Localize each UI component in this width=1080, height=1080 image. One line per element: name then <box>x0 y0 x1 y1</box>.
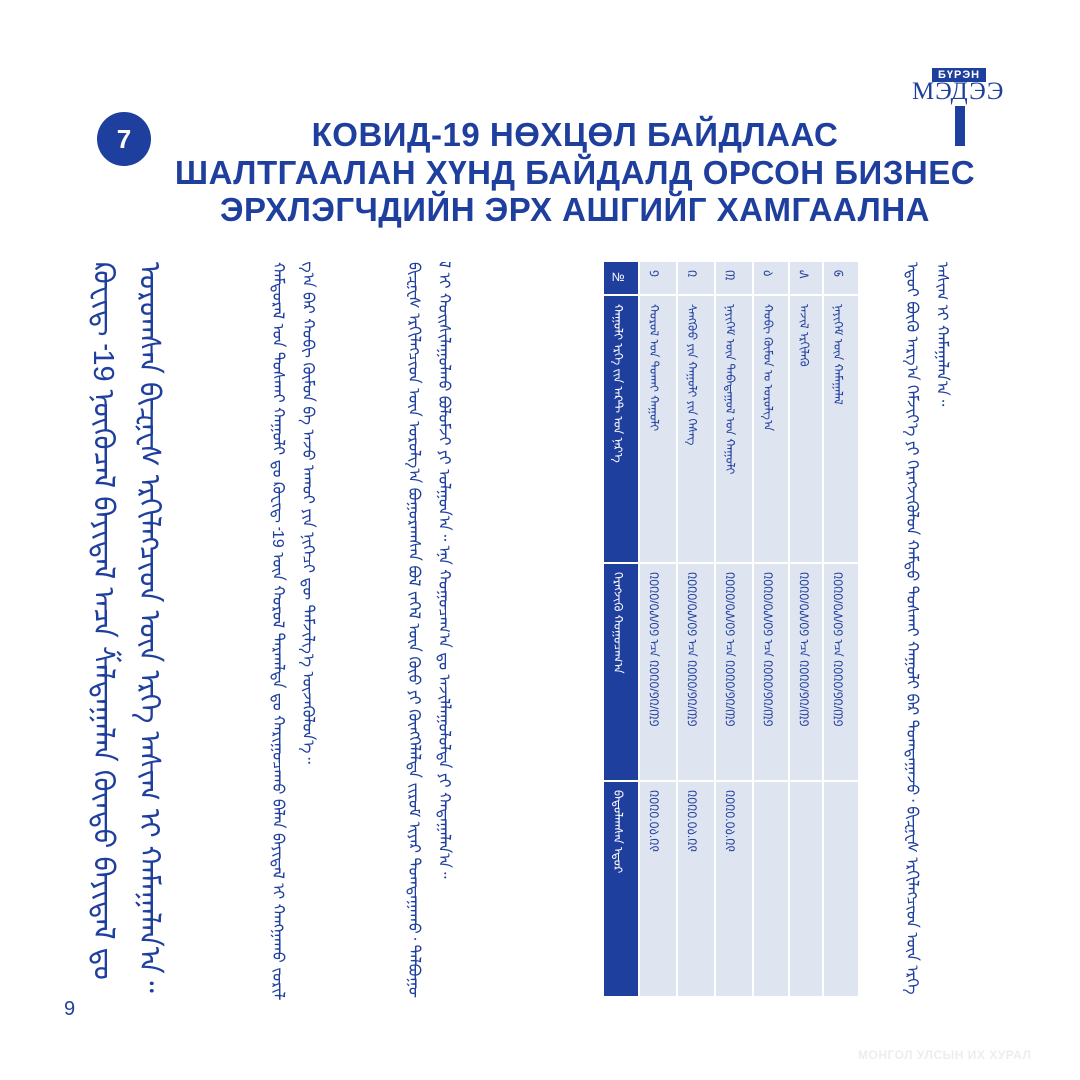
table-cell: ᠕ <box>790 262 822 296</box>
logo-bar <box>955 106 965 146</box>
table-cell <box>790 782 822 998</box>
column-text: ᠬᠠᠮᠲᠤᠷᠠᠯ ᠤᠨ ᠲᠤᠰᠬᠠᠢ ᠬᠠᠭᠤᠯᠢ ᠳᠤ ᠺᠣᠸᠢᠳ᠋ ᠊19 ᠦᠨ ᠬᠣᠷᠣᠯ ᠲᠠᠷᠬᠠᠯᠲᠠ ᠳᠤ ᠬᠠᠷᠢᠭᠤᠴᠠᠬᠤ ᠪᠡᠯᠡᠨ ᠪᠠᠶᠢᠳᠠᠯ ᠢ ᠬᠠᠩᠭᠠᠬᠤ ᠵᠣᠷᠢᠯᠭ᠎ᠠ ᠪᠠᠷ ᠬᠤᠪᠢ ᠬᠦᠮᠦᠨ ᠪᠠ ᠠᠵᠤ ᠠᠬᠤᠢ ᠶᠢᠨ ᠨᠢᠭᠡᠴᠢ ᠳᠦ ᠳᠡᠮᠵᠢᠯᠭ᠎ᠡ ᠦᠵᠡᠭᠦᠯᠦᠨ᠎ᠡ᠃ <box>269 262 316 1000</box>
page-title <box>150 116 1000 229</box>
table-cell: ᠒᠐᠒᠐/᠐᠕/᠐᠑ ᠡᠴᠡ ᠒᠐᠒᠐/᠑᠒/᠓᠑ <box>678 564 714 782</box>
burenmedee-logo <box>912 68 1012 138</box>
table-cell: ᠑ <box>640 262 676 296</box>
column-text: ᠺᠣᠸᠢᠳ᠋ ᠊19 ᠨᠦᠬᠦᠴᠡᠯ ᠪᠠᠶᠢᠳᠠᠯ ᠠᠴᠠ ᠱᠠᠯᠲᠠᠭᠠᠯᠠᠨ ᠬᠦᠨᠳᠦ ᠪᠠᠶᠢᠳᠠᠯ ᠳᠤ ᠣᠷᠣᠭᠰᠠᠨ ᠪᠢᠽᠨᠧᠰ ᠡᠷᠬᠢᠯᠡᠭᠴᠢᠳ ᠦᠨ ᠡᠷᠬᠡ ᠠᠰᠢᠭ ᠢ ᠬᠠᠮᠠᠭᠠᠯᠠᠨ᠎ᠠ᠃ <box>87 262 165 993</box>
table-cell <box>754 782 788 998</box>
table-header-cell: № <box>604 262 638 296</box>
table-header-cell: ᠬᠡᠷᠡᠭᠵᠢᠬᠦ ᠬᠤᠭᠤᠴᠠᠭ᠎ᠠ <box>604 564 638 782</box>
logo-main-text: МЭДЭЭ <box>912 78 1005 105</box>
table-cell: ᠒᠐᠒᠐/᠐᠕/᠐᠑ ᠡᠴᠡ ᠒᠐᠒᠐/᠑᠒/᠓᠑ <box>790 564 822 782</box>
table-row <box>824 262 858 998</box>
page-number: 9 <box>64 998 76 1020</box>
table-row <box>678 262 714 998</box>
table-cell <box>824 782 858 998</box>
table-cell: ᠒᠐᠒᠐.᠐᠔.᠒᠙ <box>716 782 752 998</box>
table-cell: ᠠᠵᠢᠯ ᠡᠷᠬᠢᠯᠡᠬᠦ <box>790 296 822 564</box>
text-column-2 <box>262 262 352 1002</box>
table-row <box>716 262 752 998</box>
table-header-cell: ᠪᠠᠲᠤᠯᠠᠭᠰᠠᠨ ᠡᠳᠦᠷ <box>604 782 638 998</box>
logo-top-text: БҮРЭН <box>932 68 986 82</box>
table-cell: ᠨᠡᠶᠢᠭᠡᠮ ᠦᠨ ᠬᠠᠮᠠᠭᠠᠯᠠᠯ <box>824 296 858 564</box>
table-cell: ᠒᠐᠒᠐.᠐᠔.᠒᠙ <box>640 782 676 998</box>
table-cell: ᠖ <box>824 262 858 296</box>
text-column-4 <box>896 262 1006 1002</box>
text-column-1 <box>80 262 230 1002</box>
column-text: ᠡᠳᠦᠢ ᠪᠦᠬᠦ ᠠᠷᠭ᠎ᠠ ᠬᠡᠮᠵᠢᠶ᠎ᠡ ᠶᠢ ᠬᠡᠷᠡᠭᠵᠢᠭᠦᠯᠦᠨ ᠬᠠᠮᠲᠤ ᠲᠤᠰᠬᠠᠢ ᠬᠠᠭᠤᠯᠢ ᠪᠠᠷ ᠲᠣᠭᠲᠠᠭᠠᠵᠤ᠂ ᠪᠢᠽᠨᠧᠰ ᠡᠷᠬᠢᠯᠡᠭᠴᠢᠳ ᠦᠨ ᠡᠷᠬᠡ ᠠᠰᠢᠭ ᠢ ᠬᠠᠮᠠᠭᠠᠯᠠᠨ᠎ᠠ᠃ <box>903 262 950 995</box>
column-text: ᠪᠢᠽᠨᠧᠰ ᠡᠷᠬᠢᠯᠡᠭᠴᠢᠳ ᠦᠨ ᠣᠷᠣᠯᠭ᠎ᠠ ᠪᠤᠭᠤᠷᠠᠭᠰᠠᠨ ᠪᠣᠯ ᠵᠡᠭᠡᠯ ᠦᠨ ᠬᠦᠦ ᠶᠢ ᠬᠥᠩᠭᠡᠯᠡᠯᠲᠡ ᠵᠢᠷᠤᠮ ᠢᠶᠠᠷ ᠲᠣᠭᠲᠠᠭᠠᠬᠤ᠂ ᠲᠠᠯᠪᠤᠭᠤᠯ ᠢ ᠬᠣᠢᠰᠢᠯᠠᠭᠤᠯᠬᠤ ᠪᠣᠯᠣᠮᠵᠢ ᠶᠢ ᠣᠯᠭᠣᠨ᠎ᠠ᠃ ᠡᠨᠡ ᠬᠤᠭᠤᠴᠠᠭ᠎ᠠ ᠳᠤ ᠠᠵᠢᠯᠯᠠᠭᠤᠯᠤᠯᠲᠠ ᠶᠢ ᠬᠠᠳᠠᠭᠠᠯᠠᠨ᠎ᠠ᠃ <box>405 262 452 997</box>
watermark: МОНГОЛ УЛСЫН ИХ ХУРАЛ <box>858 1048 1032 1062</box>
text-column-3 <box>398 262 558 1002</box>
table-cell: ᠒᠐᠒᠐.᠐᠔.᠒᠙ <box>678 782 714 998</box>
title-line-2: ШАЛТГААЛАН ХҮНД БАЙДАЛД ОРСОН БИЗНЕС <box>174 153 976 191</box>
table-cell: ᠒᠐᠒᠐/᠐᠕/᠐᠑ ᠡᠴᠡ ᠒᠐᠒᠐/᠑᠒/᠓᠑ <box>640 564 676 782</box>
table-row <box>640 262 676 998</box>
table-header-row <box>604 262 638 998</box>
title-line-1: КОВИД-19 НӨХЦӨЛ БАЙДЛААС <box>311 116 839 153</box>
table-cell: ᠨᠡᠶᠢᠭᠡᠮ ᠦᠨ ᠳᠠᠪᠠᠳᠠᠭᠤᠯ ᠤᠨ ᠬᠠᠭᠤᠯᠢ <box>716 296 752 564</box>
table-cell: ᠬᠣᠷᠣᠯ ᠤᠨ ᠲᠤᠬᠠᠢ ᠬᠠᠭᠤᠯᠢ <box>640 296 676 564</box>
table-cell: ᠒᠐᠒᠐/᠐᠕/᠐᠑ ᠡᠴᠡ ᠒᠐᠒᠐/᠑᠒/᠓᠑ <box>824 564 858 782</box>
table-cell: ᠔ <box>754 262 788 296</box>
table-cell: ᠬᠤᠪᠢ ᠬᠦᠮᠦᠨ ᠤ ᠣᠷᠣᠯᠭ᠎ᠠ <box>754 296 788 564</box>
table-cell: ᠒ <box>678 262 714 296</box>
table-row <box>790 262 822 998</box>
table-cell: ᠒᠐᠒᠐/᠐᠕/᠐᠑ ᠡᠴᠡ ᠒᠐᠒᠐/᠑᠒/᠓᠑ <box>716 564 752 782</box>
title-line-3: ЭРХЛЭГЧДИЙН ЭРХ АШГИЙГ ХАМГААЛНА <box>220 191 930 229</box>
table-cell: ᠰᠠᠩᠬᠦᠦ ᠶᠢᠨ ᠬᠠᠭᠤᠯᠢ ᠶᠢᠨ ᠬᠡᠰᠡᠭ <box>678 296 714 564</box>
table-cell: ᠒᠐᠒᠐/᠐᠕/᠐᠑ ᠡᠴᠡ ᠒᠐᠒᠐/᠑᠒/᠓᠑ <box>754 564 788 782</box>
table-header-cell: ᠬᠠᠭᠤᠯᠢ ᠡᠷᠬᠡ ᠵᠢᠨ ᠠᠺᠲ ᠤᠨ ᠨᠡᠷ᠎ᠡ <box>604 296 638 564</box>
table-cell: ᠓ <box>716 262 752 296</box>
section-number-badge: 7 <box>97 112 151 166</box>
table-row <box>754 262 788 998</box>
data-table <box>604 262 858 998</box>
